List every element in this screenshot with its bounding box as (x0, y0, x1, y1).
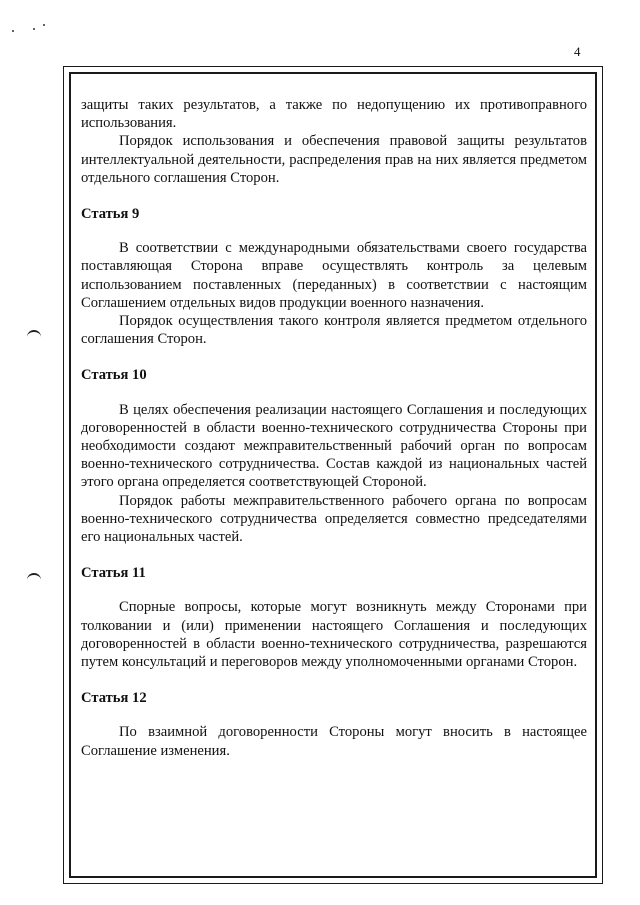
article-10 (81, 366, 587, 546)
document-body (81, 96, 587, 760)
scan-speck (12, 30, 14, 32)
paragraph: Порядок осуществления такого контроля является предметом отдельного соглашения Сторон. (81, 313, 587, 348)
paragraph: В соответствии с международными обязательствами своего государства поставляющая Сторона вправе осуществлять контроль за целевым использованием поставленных (переданных) в соответствии с настоящим Соглашением отдельных видов продукции военного назначения. (81, 240, 587, 311)
article-title: Статья 12 (81, 690, 147, 707)
margin-mark-icon (27, 330, 41, 340)
paragraph: Порядок использования и обеспечения правовой защиты результатов интеллектуальной деятельности, распределения прав на них является предметом отдельного соглашения Сторон. (81, 133, 587, 186)
paragraph: Спорные вопросы, которые могут возникнуть между Сторонами при толковании и (или) применении настоящего Соглашения и последующих договоренностей в области военно-технического сотрудничества, разрешаются путем консультаций и переговоров между уполномоченными органами Сторон. (81, 599, 587, 671)
paragraph: По взаимной договоренности Стороны могут вносить в настоящее Соглашение изменения. (81, 724, 587, 759)
paragraph: В целях обеспечения реализации настоящего Соглашения и последующих договоренностей в области военно-технического сотрудничества Стороны при необходимости создают межправительственный рабочий орган по вопросам военно-технического сотрудничества. Состав каждой из национальных частей этого органа определяется соответствующей Стороной. (81, 401, 587, 491)
article-title: Статья 11 (81, 565, 146, 582)
paragraph: защиты таких результатов, а также по недопущению их противоправного использования. (81, 97, 587, 132)
article-title: Статья 10 (81, 367, 147, 384)
scan-speck (33, 28, 35, 30)
paragraph: Порядок работы межправительственного рабочего органа по вопросам военно-технического сотрудничества определяется совместно председателями его национальных частей. (81, 492, 587, 546)
margin-mark-icon (27, 573, 41, 583)
scan-speck (43, 24, 45, 26)
article-title: Статья 9 (81, 206, 140, 223)
article-9 (81, 205, 587, 348)
article-12 (81, 689, 587, 760)
page-number: 4 (574, 44, 581, 59)
article-11 (81, 564, 587, 671)
